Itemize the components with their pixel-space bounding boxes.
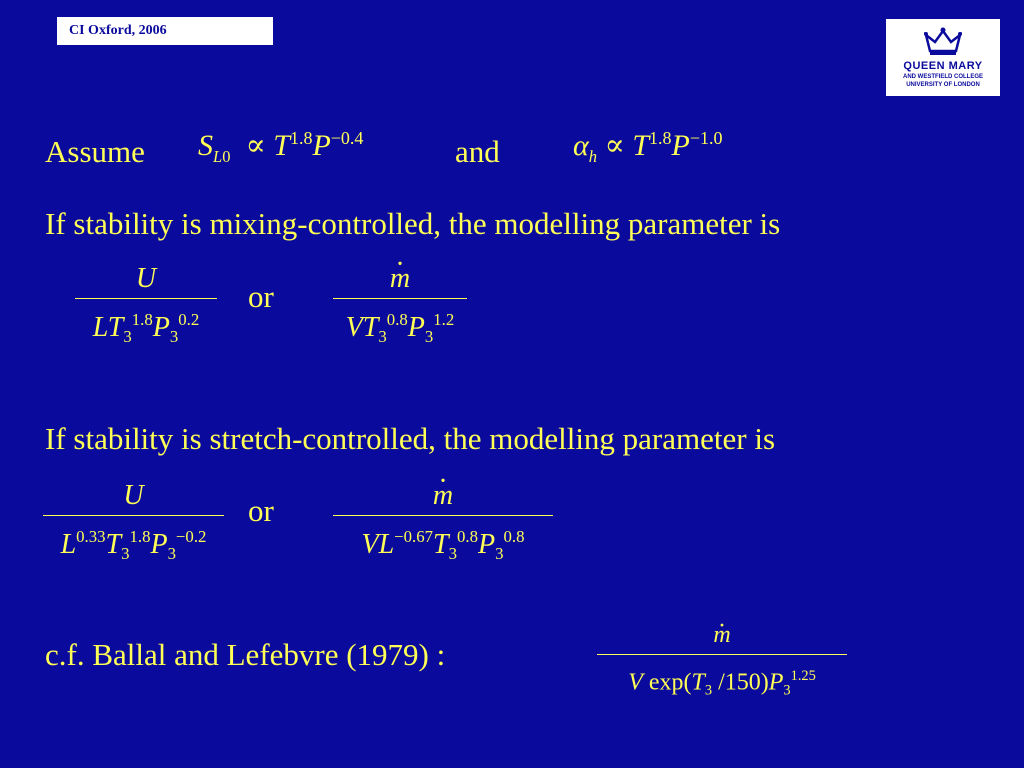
mixing-fraction-1: U $LT_3^{1.8}P_3^{0.2}$ <box>75 262 217 354</box>
cf-fraction: · m V $\exp(T_3$ $/150)P_3^{1.25}$ <box>597 618 847 707</box>
logo-line2: AND WESTFIELD COLLEGE <box>903 74 983 80</box>
stretch-text: If stability is stretch-controlled, the modelling parameter is <box>45 421 776 456</box>
stretch-or: or <box>248 493 274 528</box>
stretch-fraction-2: · m $VL^{-0.67}T_3^{0.8}P_3^{0.8}$ <box>333 479 553 571</box>
assume-label: Assume <box>45 134 145 169</box>
stretch-fraction-1: U $L^{0.33}T_3^{1.8}P_3^{-0.2}$ <box>43 479 224 571</box>
logo-line3: UNIVERSITY OF LONDON <box>906 82 980 88</box>
assume-formula-1: $S_{L0} \propto T^{1.8}P^{-0.4}$ <box>198 128 364 166</box>
header-tag: CI Oxford, 2006 <box>57 17 273 45</box>
logo-line1: QUEEN MARY <box>903 60 983 72</box>
cf-text: c.f. Ballal and Lefebvre (1979) : <box>45 637 446 672</box>
mixing-or: or <box>248 279 274 314</box>
university-logo <box>886 19 1000 96</box>
mixing-text: If stability is mixing-controlled, the modelling parameter is <box>45 206 781 241</box>
mixing-fraction-2: · m $VT_3^{0.8}P_3^{1.2}$ <box>333 262 467 354</box>
assume-formula-2: $\alpha_h \propto T^{1.8}P^{-1.0}$ <box>573 128 723 166</box>
assume-and: and <box>455 134 500 169</box>
crown-icon <box>886 25 1000 57</box>
